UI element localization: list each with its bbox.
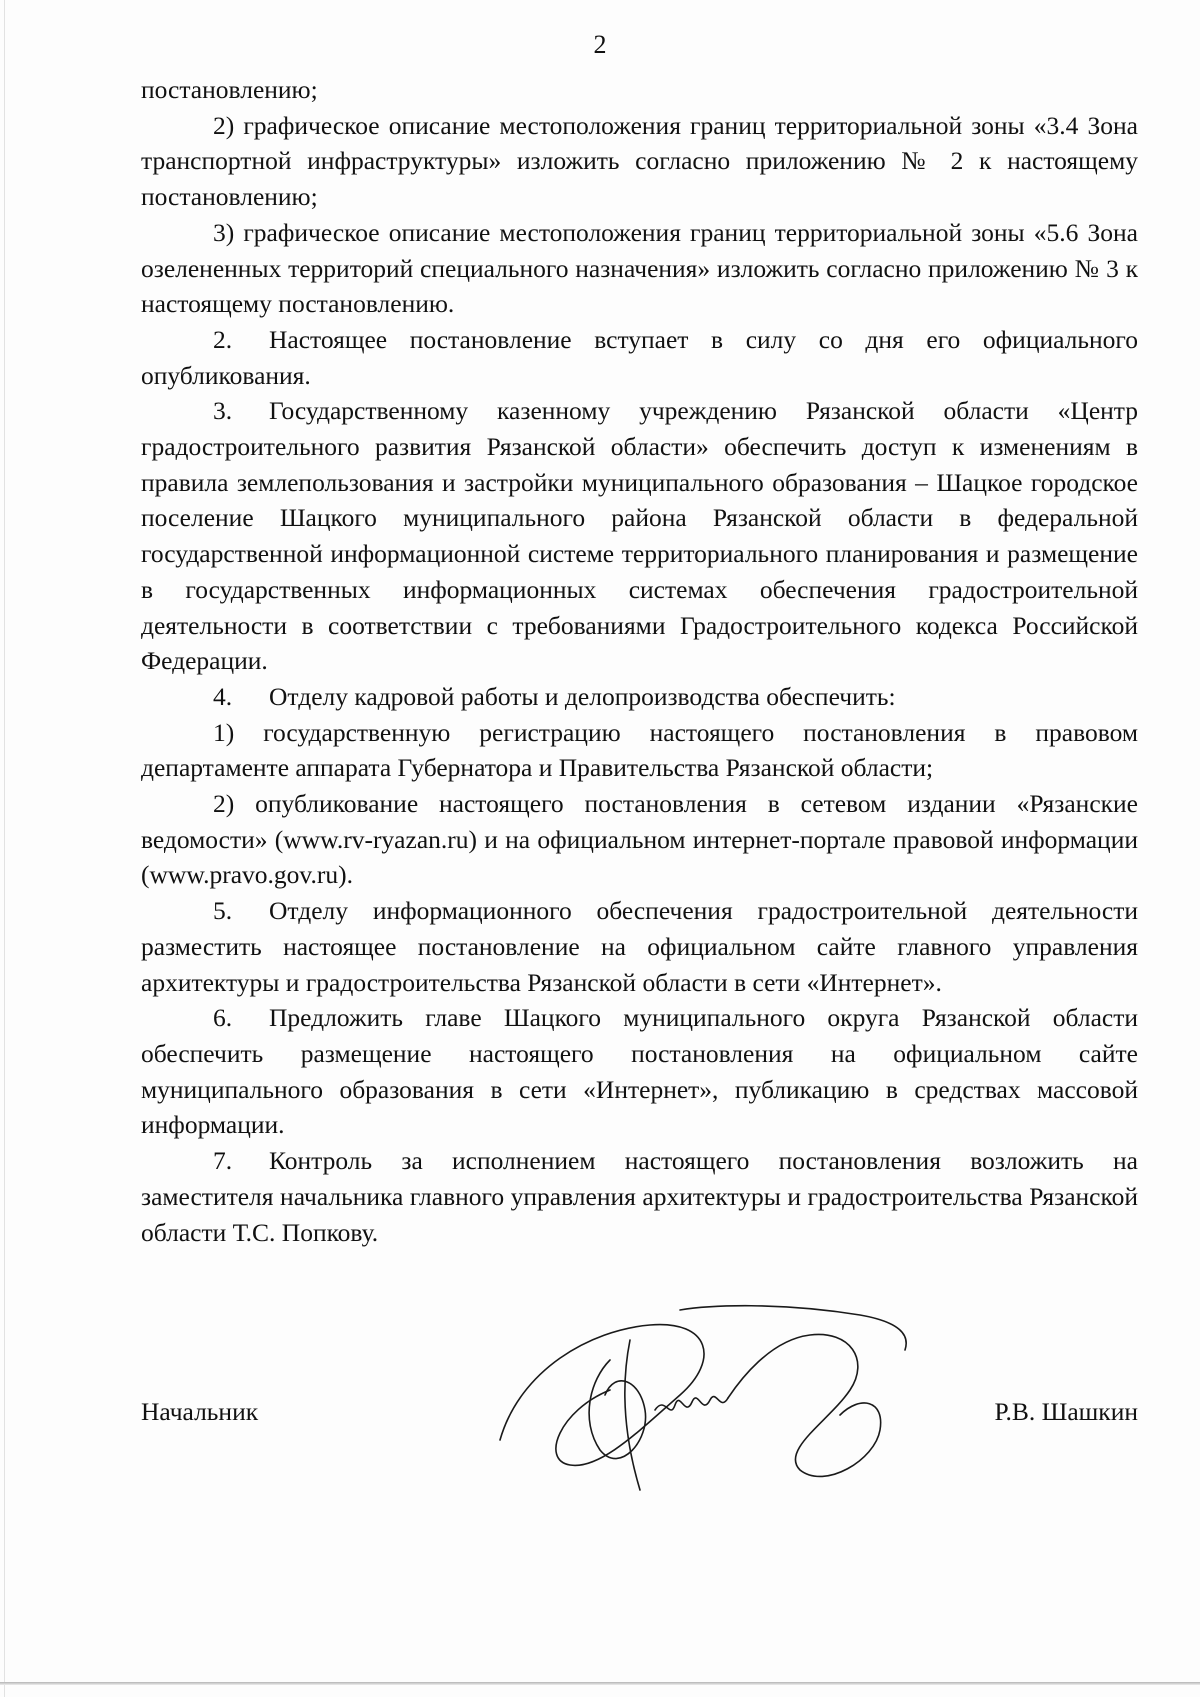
handwritten-signature <box>480 1300 1000 1500</box>
item-number: 7. <box>213 1146 233 1176</box>
signatory-position: Начальник <box>141 1397 259 1426</box>
scan-edge-left <box>4 0 5 1697</box>
item-text: Предложить главе Шацкого муниципального округа Рязанской области обеспечить размещение настоящего постановления на официальном сайте муниципального образования в сети «Интернет», публикацию в средствах массовой информации. <box>141 1003 1138 1140</box>
subitem-4-2: 2) опубликование настоящего постановления в сетевом издании «Рязанские ведомости» (www.rv-ryazan.ru) и на официальном интернет-портале правовой информации (www.pravo.gov.ru). <box>141 789 1138 890</box>
item-7 <box>141 1143 1138 1250</box>
item-5 <box>141 893 1138 1000</box>
item-text: Государственному казенному учреждению Рязанской области «Центр градостроительного развития Рязанской области» обеспечить доступ к изменениям в правила землепользования и застройки муниципального образования – Шацкое городское поселение Шацкого муниципального района Рязанской области в федеральной государственной информационной системе территориального планирования и размещение в государственных информационных системах обеспечения градостроительной деятельности в соответствии с требованиями Градостроительного кодекса Российской Федерации. <box>141 396 1138 676</box>
item-number: 3. <box>213 396 233 426</box>
page-number: 2 <box>593 30 607 59</box>
item-text: Отделу информационного обеспечения градостроительной деятельности разместить настоящее постановление на официальном сайте главного управления архитектуры и градостроительства Рязанской области в сети «Интернет». <box>141 896 1138 997</box>
scan-edge-bottom <box>0 1682 1200 1685</box>
item-number: 6. <box>213 1003 233 1033</box>
subitem-2: 2) графическое описание местоположения границ территориальной зоны «3.4 Зона транспортной инфраструктуры» изложить согласно приложению № 2 к настоящему постановлению; <box>141 110 1138 212</box>
item-text: Настоящее постановление вступает в силу со дня его официального опубликования. <box>141 324 1138 390</box>
item-6 <box>141 1000 1138 1143</box>
document-body <box>141 72 1138 1250</box>
item-number: 5. <box>213 896 233 926</box>
signatory-name: Р.В. Шашкин <box>994 1397 1138 1426</box>
subitem-3: 3) графическое описание местоположения границ территориальной зоны «5.6 Зона озелененных территорий специального назначения» изложить согласно приложению № 3 к настоящему постановлению. <box>141 217 1138 319</box>
item-number: 2. <box>213 324 233 354</box>
item-3 <box>141 393 1138 679</box>
item-2 <box>141 322 1138 393</box>
subitem-4-1: 1) государственную регистрацию настоящего постановления в правовом департаменте аппарата Губернатора и Правительства Рязанской области; <box>141 717 1138 783</box>
item-4 <box>141 679 1138 715</box>
item-number: 4. <box>213 681 233 711</box>
item-text: Контроль за исполнением настоящего постановления возложить на заместителя начальника главного управления архитектуры и градостроительства Рязанской области Т.С. Попкову. <box>141 1146 1138 1247</box>
item-text: Отделу кадровой работы и делопроизводства обеспечить: <box>269 681 896 711</box>
paragraph-continuation: постановлению; <box>141 75 318 104</box>
